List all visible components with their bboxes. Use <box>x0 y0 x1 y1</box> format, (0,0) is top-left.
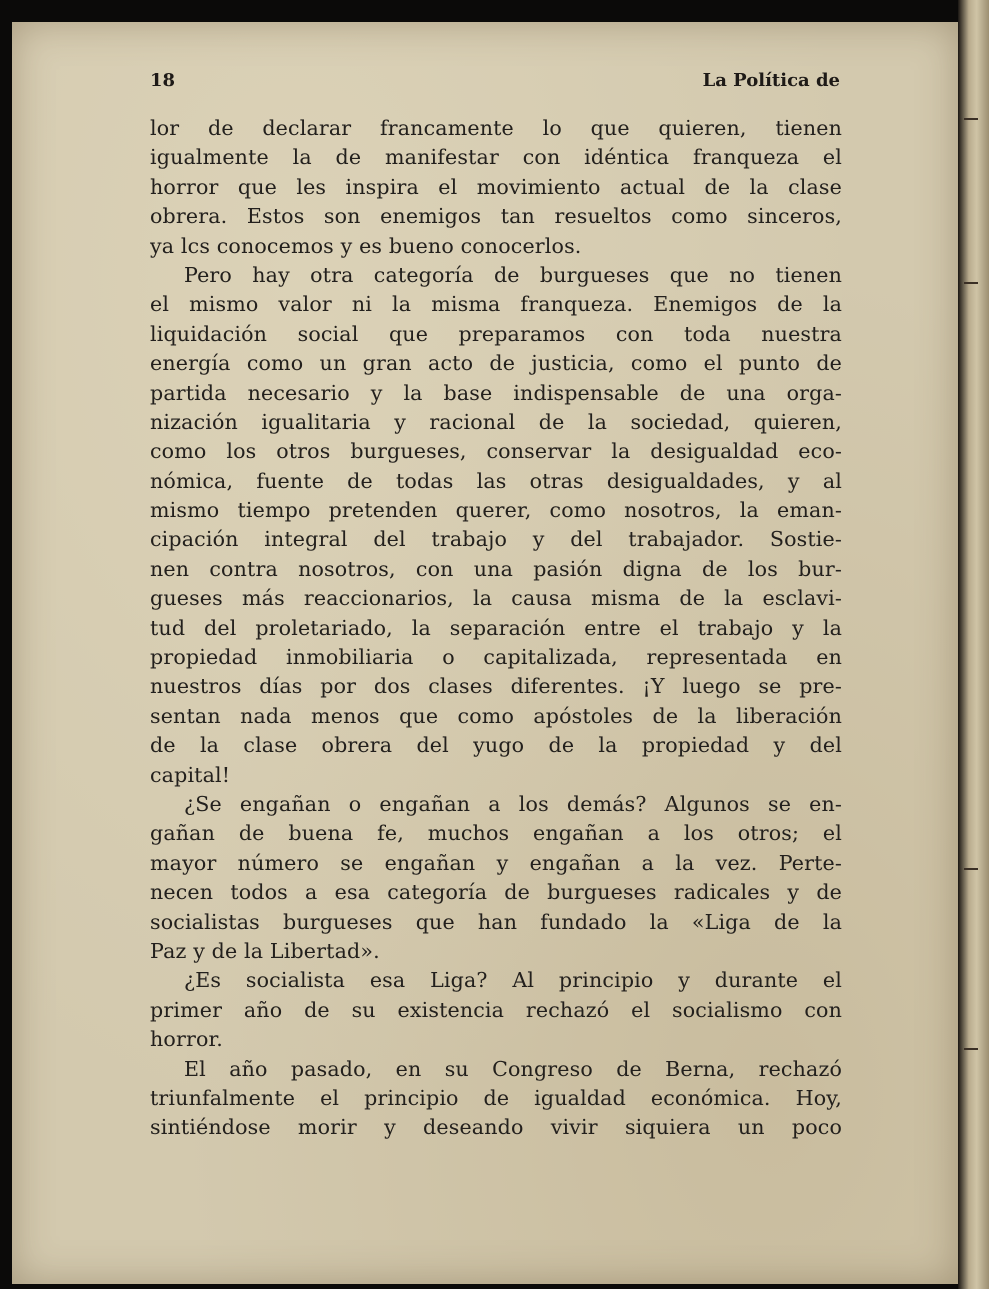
text-line: Pero hay otra categoría de burgueses que no tienen <box>184 262 842 287</box>
running-head: La Política de <box>702 70 840 91</box>
text-line: nómica, fuente de todas las otras desigualdades, y al <box>150 468 842 493</box>
text-line: mayor número se engañan y engañan a la vez. Perte- <box>150 850 842 875</box>
text-line: como los otros burgueses, conservar la desigualdad eco- <box>150 439 842 464</box>
text-line: nen contra nosotros, con una pasión digna de los bur- <box>150 556 842 581</box>
text-line: gañan de buena fe, muchos engañan a los otros; el <box>150 821 842 846</box>
text-line: ¿Es socialista esa Liga? Al principio y durante el <box>184 968 842 993</box>
text-line: triunfalmente el principio de igualdad económica. Hoy, <box>150 1085 842 1110</box>
text-line: igualmente la de manifestar con idéntica franqueza el <box>150 145 842 170</box>
text-line: gueses más reaccionarios, la causa misma de la esclavi- <box>150 586 842 611</box>
text-line: capital! <box>150 762 231 787</box>
text-line: necen todos a esa categoría de burgueses radicales y de <box>150 880 842 905</box>
text-line: obrera. Estos son enemigos tan resueltos como sinceros, <box>150 204 842 229</box>
text-line: sentan nada menos que como apóstoles de la liberación <box>150 703 842 728</box>
edge-mark <box>964 1048 978 1050</box>
edge-mark <box>964 868 978 870</box>
text-line: nización igualitaria y racional de la sociedad, quieren, <box>150 409 842 434</box>
text-line: El año pasado, en su Congreso de Berna, rechazó <box>184 1056 842 1081</box>
text-line: partida necesario y la base indispensable de una orga- <box>150 380 842 405</box>
text-line: liquidación social que preparamos con toda nuestra <box>150 321 842 346</box>
text-line: cipación integral del trabajo y del trabajador. Sostie- <box>150 527 842 552</box>
text-line: sintiéndose morir y deseando vivir siquiera un poco <box>150 1115 842 1140</box>
paragraph <box>150 790 842 966</box>
text-line: el mismo valor ni la misma franqueza. Enemigos de la <box>150 292 842 317</box>
text-line: ¿Se engañan o engañan a los demás? Algunos se en- <box>184 791 842 816</box>
paragraph <box>150 966 842 1054</box>
page-number: 18 <box>150 70 176 91</box>
paragraph <box>150 114 842 261</box>
text-line: Paz y de la Libertad». <box>150 938 380 963</box>
page-edge-strip <box>958 0 989 1289</box>
text-line: horror que les inspira el movimiento actual de la clase <box>150 174 842 199</box>
text-line: energía como un gran acto de justicia, como el punto de <box>150 351 842 376</box>
edge-mark <box>964 118 978 120</box>
paragraph <box>150 261 842 790</box>
body-text <box>150 114 842 1143</box>
text-line: ya lcs conocemos y es bueno conocerlos. <box>150 233 582 258</box>
text-line: nuestros días por dos clases diferentes. ¡Y luego se pre- <box>150 674 842 699</box>
text-line: mismo tiempo pretenden querer, como nosotros, la eman- <box>150 498 842 523</box>
text-line: de la clase obrera del yugo de la propiedad y del <box>150 733 842 758</box>
paragraph <box>150 1055 842 1143</box>
text-line: lor de declarar francamente lo que quieren, tienen <box>150 116 842 140</box>
text-line: socialistas burgueses que han fundado la «Liga de la <box>150 909 842 934</box>
text-line: primer año de su existencia rechazó el socialismo con <box>150 997 842 1022</box>
edge-mark <box>964 282 978 284</box>
text-line: tud del proletariado, la separación entre el trabajo y la <box>150 615 842 640</box>
page-header <box>150 70 840 96</box>
text-line: horror. <box>150 1027 223 1052</box>
text-line: propiedad inmobiliaria o capitalizada, representada en <box>150 645 842 670</box>
